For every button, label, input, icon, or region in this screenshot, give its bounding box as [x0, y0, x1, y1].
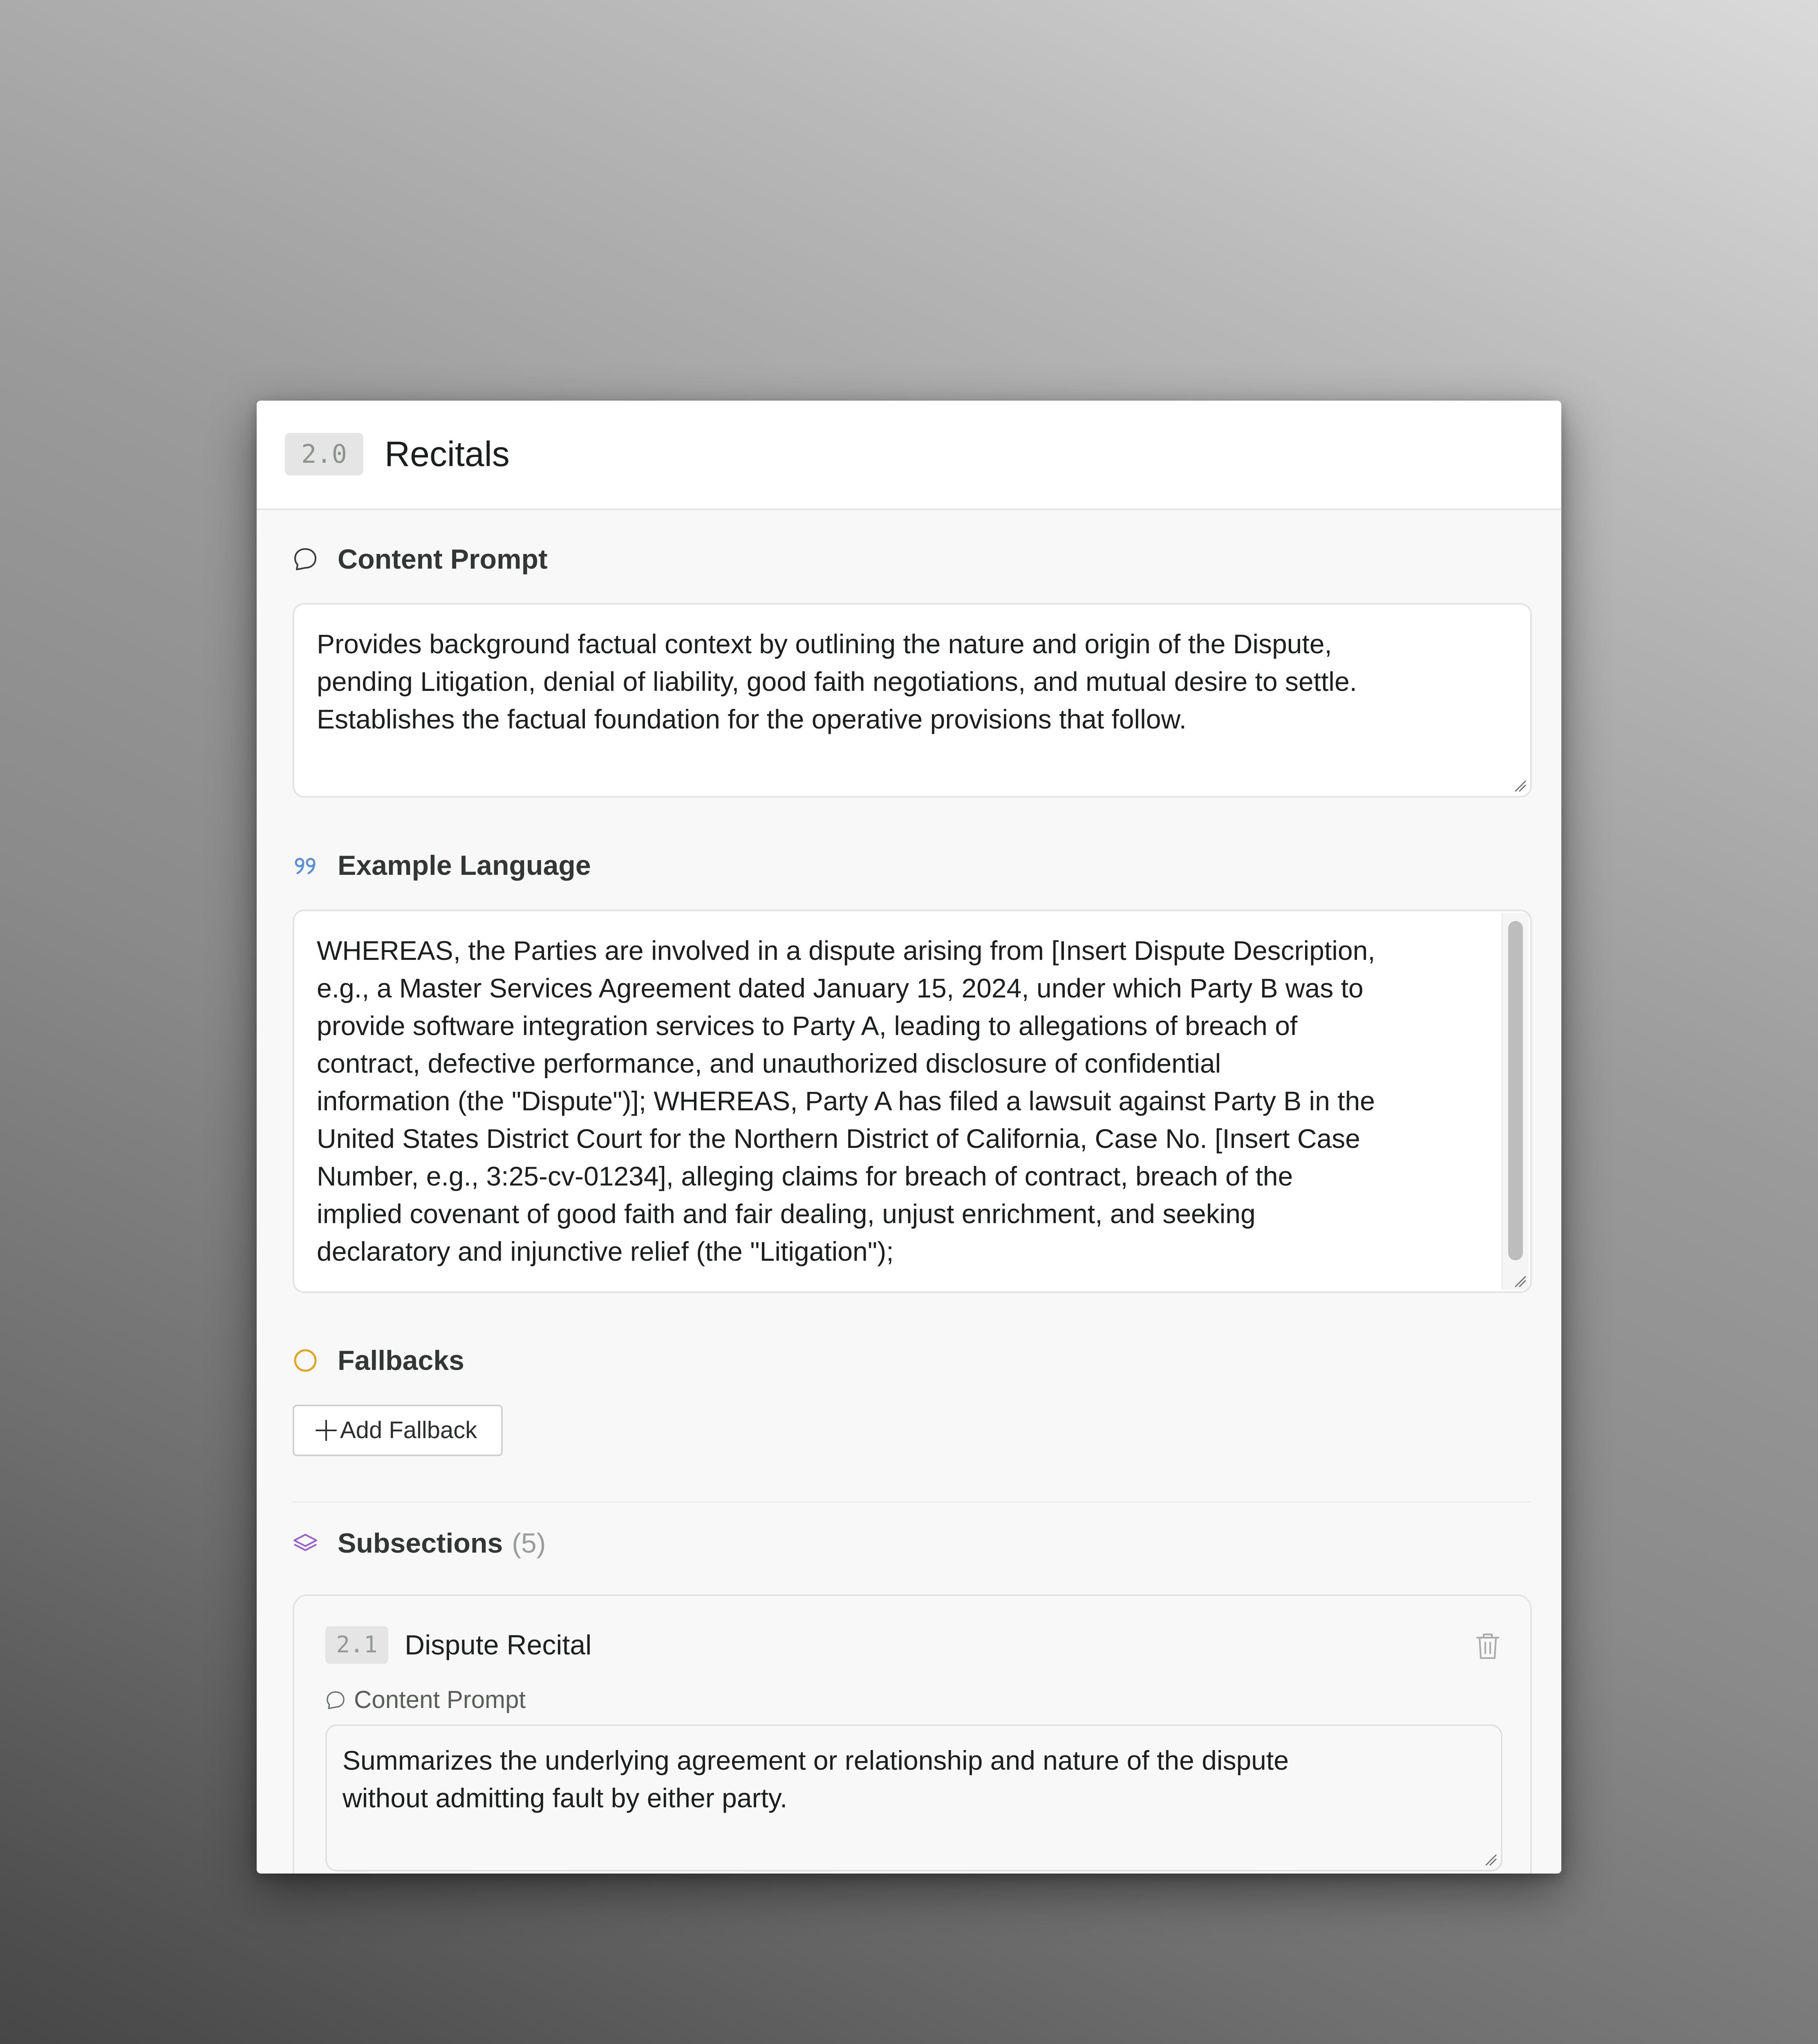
speech-bubble-icon	[325, 1690, 346, 1710]
trash-icon[interactable]	[1475, 1632, 1501, 1661]
layers-icon	[293, 1531, 318, 1556]
add-fallback-label: Add Fallback	[340, 1417, 477, 1443]
subsections-heading	[293, 1525, 865, 1562]
content-prompt-heading	[293, 541, 783, 578]
section-number-badge: 2.0	[285, 433, 363, 475]
quote-icon	[293, 853, 318, 878]
speech-bubble-icon	[293, 547, 318, 572]
example-language-text: WHEREAS, the Parties are involved in a dispute arising from [Insert Dispute Description, e.g., a Master Services Agreement dated January 15, 2024, under which Party B was to provide software integration services to Party A, leading to allegations of breach of contract, defective performance, and unauthorized disclosure of confidential information (the "Dispute")]; WHEREAS, Party A has filed a lawsuit against Party B in the United States District Court for the Northern District of California, Case No. [Insert Case Number, e.g., 3:25-cv-01234], alleging claims for breach of contract, breach of the implied covenant of good faith and fair dealing, unjust enrichment, and seeking declaratory and injunctive relief (the "Litigation");	[317, 935, 1375, 1266]
content-prompt-text: Provides background factual context by outlining the nature and origin of the Dispute, pending Litigation, denial of liability, good faith negotiations, and mutual desire to settle. Establishes the factual foundation for the operative provisions that follow.	[317, 629, 1357, 734]
add-fallback-button[interactable]	[293, 1405, 503, 1456]
fallbacks-label: Fallbacks	[338, 1345, 464, 1376]
subsections-label	[338, 1525, 546, 1562]
section-header	[257, 401, 1561, 510]
circle-icon	[293, 1348, 318, 1373]
scrollbar-thumb[interactable]	[1508, 921, 1523, 1260]
fallbacks-heading	[293, 1342, 783, 1379]
example-language-heading	[293, 847, 783, 884]
content-prompt-label: Content Prompt	[338, 544, 548, 575]
subsections-count: (5)	[512, 1528, 546, 1559]
scrollbar[interactable]	[1502, 913, 1529, 1290]
example-language-textarea[interactable]	[293, 910, 1532, 1293]
divider	[293, 1501, 1531, 1503]
subsections-label-text: Subsections	[338, 1528, 503, 1559]
resize-grip-icon[interactable]	[1513, 1274, 1527, 1288]
subsection-number-badge: 2.1	[325, 1626, 388, 1664]
subsection-title[interactable]: Dispute Recital	[405, 1629, 592, 1661]
subsection-content-prompt-text: Summarizes the underlying agreement or relationship and nature of the dispute without admitting fault by either party.	[343, 1745, 1289, 1813]
plus-icon	[315, 1419, 338, 1442]
subsection-card	[293, 1594, 1532, 1874]
content-prompt-textarea[interactable]	[293, 603, 1532, 798]
resize-grip-icon[interactable]	[1513, 779, 1527, 793]
subsection-content-prompt-textarea[interactable]	[325, 1724, 1502, 1871]
section-card	[257, 401, 1561, 1874]
subsection-content-prompt-label: Content Prompt	[354, 1686, 526, 1713]
section-title[interactable]: Recitals	[385, 435, 510, 474]
example-language-label: Example Language	[338, 850, 591, 881]
resize-grip-icon[interactable]	[1484, 1853, 1498, 1867]
